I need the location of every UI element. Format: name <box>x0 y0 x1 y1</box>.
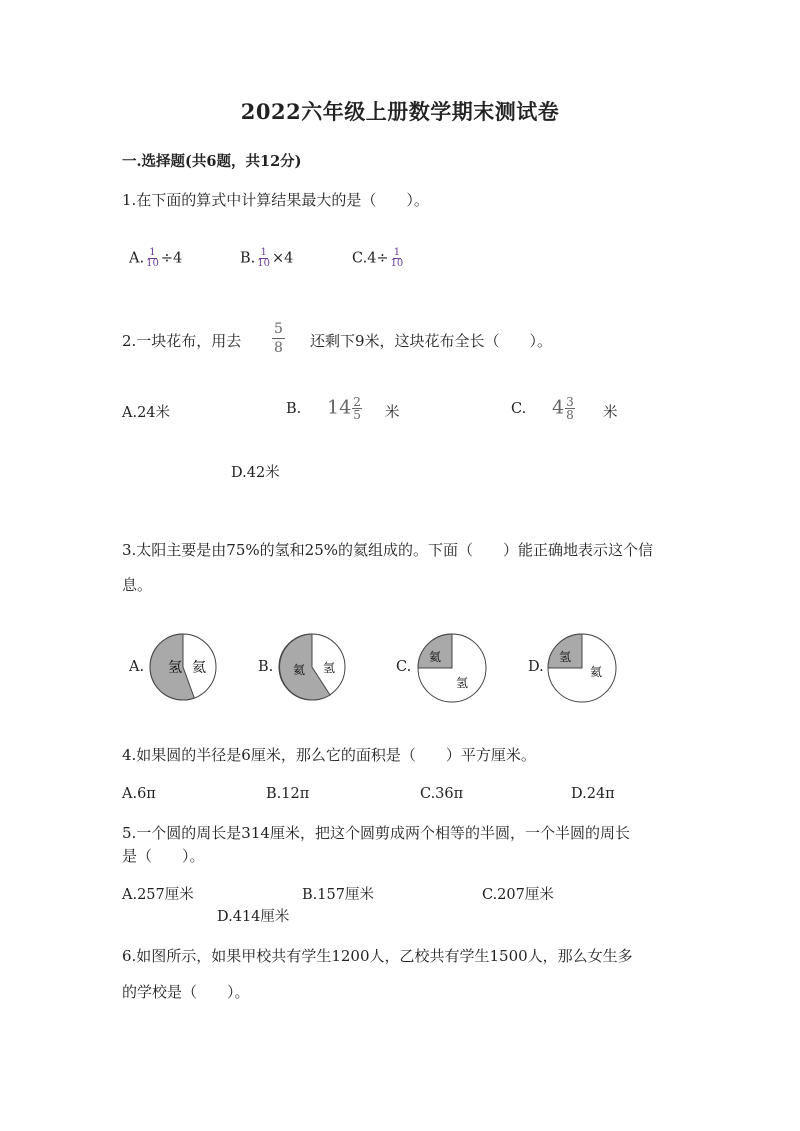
question-5-line-1: 5.一个圆的周长是314厘米，把这个圆剪成两个相等的半圆，一个半圆的周长 <box>122 824 630 842</box>
q5-option-d[interactable]: D.414厘米 <box>217 909 290 925</box>
q3-option-d-label[interactable]: D. <box>528 659 544 675</box>
q4-option-a[interactable]: A.6π <box>122 786 156 802</box>
denominator: 10 <box>390 258 404 269</box>
option-rest: ×4 <box>272 250 294 267</box>
q5-option-c[interactable]: C.207厘米 <box>482 887 554 903</box>
pie-label-right: 氢 <box>323 661 336 675</box>
question-2-text-post: 还剩下9米，这块花布全长（ ）。 <box>310 332 553 350</box>
question-6-line-1: 6.如图所示，如果甲校共有学生1200人，乙校共有学生1500人，那么女生多 <box>122 947 633 965</box>
question-6-line-2: 的学校是（ ）。 <box>122 983 250 1001</box>
question-3-line-2: 息。 <box>122 576 153 594</box>
fraction <box>565 396 575 421</box>
q3-option-b-label[interactable]: B. <box>258 659 274 675</box>
q1-option-a[interactable] <box>129 248 182 269</box>
q4-option-d[interactable]: D.24π <box>571 786 615 802</box>
q2-option-b-label[interactable]: B. <box>286 401 302 417</box>
q2-option-c-value[interactable] <box>552 396 575 421</box>
numerator: 1 <box>393 247 401 258</box>
numerator: 1 <box>260 247 267 258</box>
numerator: 3 <box>566 395 574 409</box>
fraction <box>257 248 270 269</box>
q5-option-a[interactable]: A.257厘米 <box>122 887 194 903</box>
pie-label-right: 氦 <box>192 660 206 676</box>
question-5-line-2: 是（ ）。 <box>122 847 205 865</box>
section-heading: 一.选择题(共6题，共12分) <box>122 153 302 170</box>
numerator: 2 <box>353 395 361 409</box>
denominator: 8 <box>274 340 283 356</box>
whole-number: 14 <box>327 396 352 419</box>
pie-label-bottom: 氢 <box>456 676 469 690</box>
q3-option-a-pie[interactable] <box>148 632 218 702</box>
pie-label-left: 氦 <box>293 663 306 677</box>
fraction <box>352 396 362 421</box>
q5-option-b[interactable]: B.157厘米 <box>302 887 374 903</box>
pie-label-top: 氦 <box>429 650 442 664</box>
q2-option-d[interactable]: D.42米 <box>231 465 280 481</box>
q3-option-a-label[interactable]: A. <box>129 659 145 675</box>
option-label: C. <box>352 250 368 267</box>
question-2-text-pre: 2.一块花布，用去 <box>122 332 242 350</box>
q2-option-c-unit: 米 <box>603 405 618 421</box>
denominator: 5 <box>353 408 361 422</box>
q2-option-b-value[interactable] <box>327 396 362 421</box>
q2-fraction <box>272 322 285 355</box>
pie-label-left: 氢 <box>168 660 182 676</box>
option-rest: ÷4 <box>160 250 183 267</box>
numerator: 1 <box>149 247 156 258</box>
q2-option-c-label[interactable]: C. <box>511 401 527 417</box>
denominator: 10 <box>146 258 159 269</box>
option-label: B. <box>240 250 256 267</box>
question-1-text: 1.在下面的算式中计算结果最大的是（ ）。 <box>122 191 429 209</box>
option-pre: 4÷ <box>367 250 389 267</box>
q1-option-b[interactable] <box>240 248 293 269</box>
q4-option-c[interactable]: C.36π <box>420 786 464 802</box>
denominator: 10 <box>257 258 270 269</box>
option-label: A. <box>129 250 145 267</box>
q4-option-b[interactable]: B.12π <box>266 786 310 802</box>
q2-option-b-unit: 米 <box>385 405 400 421</box>
denominator: 8 <box>566 408 574 422</box>
q3-option-c-pie[interactable] <box>416 632 488 704</box>
fraction <box>391 248 404 269</box>
q3-option-c-label[interactable]: C. <box>396 659 412 675</box>
fraction <box>146 248 159 269</box>
q3-option-b-pie[interactable] <box>277 632 347 702</box>
page-title: 2022六年级上册数学期末测试卷 <box>240 99 560 124</box>
pie-label-top: 氢 <box>559 650 572 664</box>
pie-label-bottom: 氦 <box>590 665 603 679</box>
question-3-line-1: 3.太阳主要是由75%的氢和25%的氦组成的。下面（ ）能正确地表示这个信 <box>122 541 653 559</box>
numerator: 5 <box>274 321 283 337</box>
q2-option-a[interactable]: A.24米 <box>122 405 171 421</box>
q1-option-c[interactable] <box>352 248 405 269</box>
whole-number: 4 <box>552 396 565 419</box>
q3-option-d-pie[interactable] <box>546 632 618 704</box>
question-4-text: 4.如果圆的半径是6厘米，那么它的面积是（ ）平方厘米。 <box>122 746 536 764</box>
